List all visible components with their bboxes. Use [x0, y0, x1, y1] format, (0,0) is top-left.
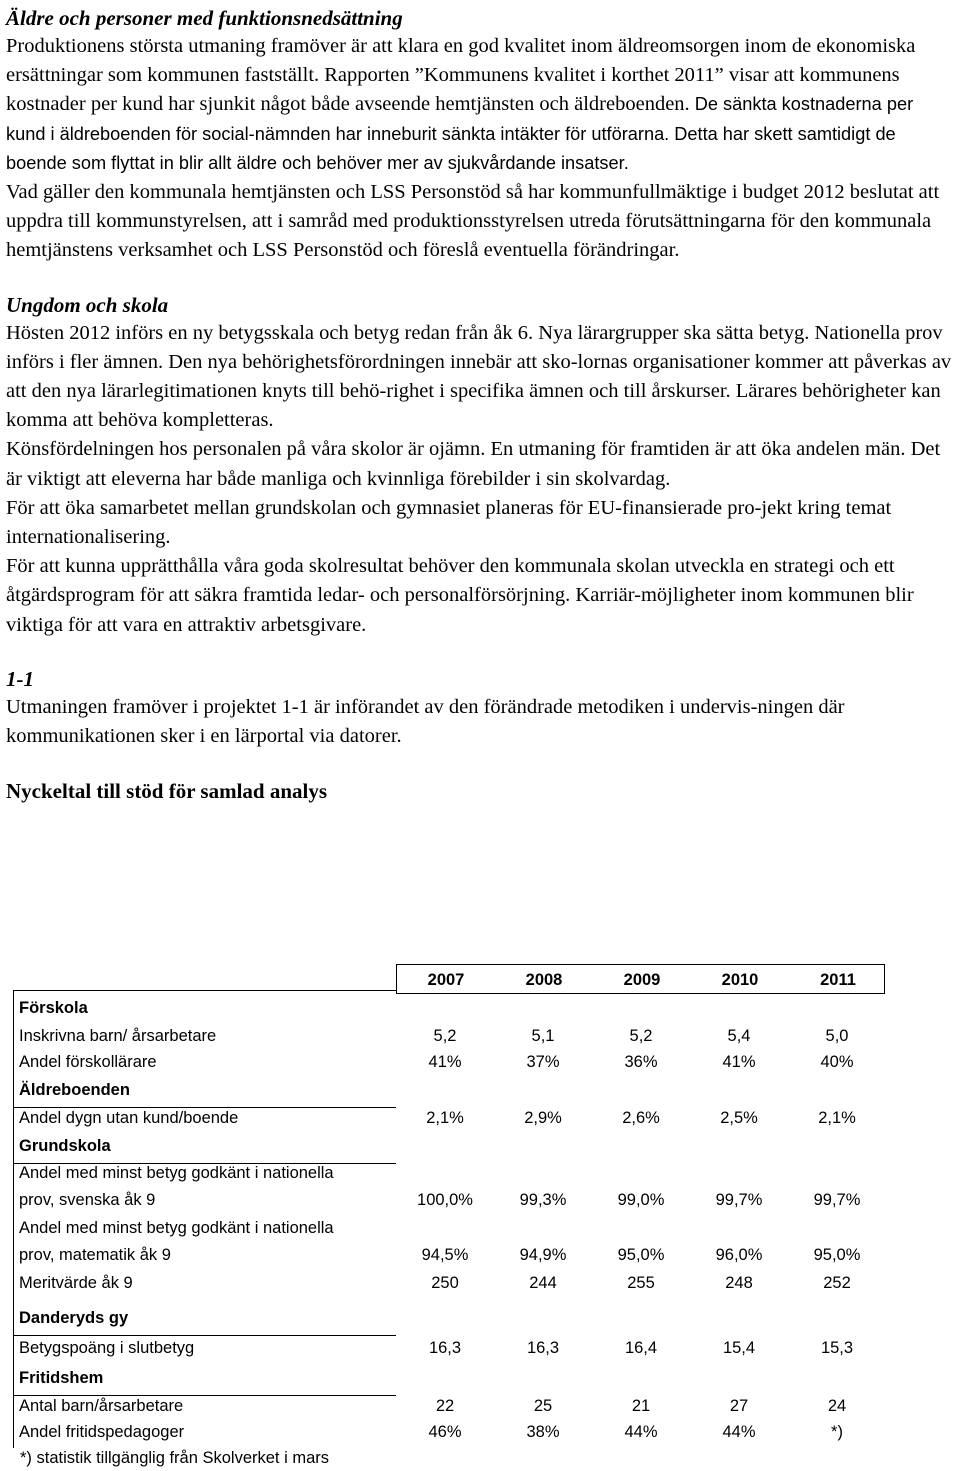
- table-cell: 2,5%: [720, 1109, 758, 1127]
- table-cell: 41%: [722, 1053, 756, 1071]
- table-cell: 248: [725, 1274, 753, 1292]
- section-heading-ungdom: Ungdom och skola: [6, 292, 169, 317]
- table-cell: 37%: [526, 1053, 560, 1071]
- table-cell: 5,2: [433, 1027, 457, 1045]
- table-cell: 99,7%: [715, 1191, 763, 1209]
- year-header: 2008: [525, 971, 563, 989]
- table-cell: 25: [533, 1397, 553, 1415]
- paragraph-aldre-2: Vad gäller den kommunala hemtjänsten och LSS Personstöd så har kommunfullmäktige i budget 2012 beslutat att uppdra till kommunstyrelsen, att i samråd med produktionsstyrelsen utreda förutsättningarna för den kommunala hemtjänstens verksamhet och LSS Personstöd och föreslå eventuella förändringar.: [6, 181, 945, 262]
- paragraph-aldre-1-sans: De sänkta kostnaderna per kund i äldreboenden för social-nämnden har inneburit sänkta intäkter för utförarna. Detta har skett samtidigt de boende som flyttat in blir allt äldre och behöver mer av sjukvårdande insatser.: [6, 94, 919, 173]
- table-cell: 16,4: [624, 1339, 658, 1357]
- table-cell: 15,4: [722, 1339, 756, 1357]
- paragraph-ungdom-1: Hösten 2012 införs en ny betygsskala och betyg redan från åk 6. Nya lärargrupper ska sätta betyg. Nationella prov införs i fler ämnen. Den nya behörighetsförordningen innebär att sko-lornas organisationer kommer att påverkas av att den nya lärarlegitimationen knyts till behö-righet i specifika ämnen och till årskurser. Lärares behörigheter kan komma att behöva kompletteras.: [6, 321, 957, 432]
- row-label: Andel med minst betyg godkänt i nationella: [19, 1219, 334, 1237]
- section-heading-aldre: Äldre och personer med funktionsnedsättning: [6, 6, 403, 30]
- table-cell: 16,3: [526, 1339, 560, 1357]
- table-cell: 100,0%: [417, 1191, 473, 1209]
- year-header-box: [396, 964, 885, 994]
- table-cell: 21: [631, 1397, 651, 1415]
- section-label: Fritidshem: [19, 1369, 104, 1387]
- table-cell: 36%: [624, 1053, 658, 1071]
- row-label-line2: prov, svenska åk 9: [19, 1191, 156, 1209]
- table-cell: *): [831, 1423, 843, 1441]
- section-divider: [13, 990, 396, 991]
- row-label: Andel fritidspedagoger: [19, 1423, 185, 1441]
- table-cell: 99,7%: [813, 1191, 861, 1209]
- section-divider: [13, 1395, 396, 1396]
- table-cell: 40%: [820, 1053, 854, 1071]
- section-heading-1-1: 1-1: [6, 666, 34, 691]
- table-cell: 94,9%: [519, 1246, 567, 1264]
- table-cell: 95,0%: [813, 1246, 861, 1264]
- table-cell: 2,1%: [818, 1109, 856, 1127]
- table-cell: 2,9%: [524, 1109, 562, 1127]
- table-cell: 255: [627, 1274, 655, 1292]
- table-cell: 38%: [526, 1423, 560, 1441]
- table-cell: 95,0%: [617, 1246, 665, 1264]
- row-label: Andel förskollärare: [19, 1053, 157, 1071]
- section-label: Äldreboenden: [19, 1081, 130, 1099]
- table-cell: 15,3: [820, 1339, 854, 1357]
- table-cell: 250: [431, 1274, 459, 1292]
- row-label: Meritvärde åk 9: [19, 1274, 133, 1292]
- row-label: Antal barn/årsarbetare: [19, 1397, 184, 1415]
- section-label: Danderyds gy: [19, 1309, 129, 1327]
- row-label: Andel dygn utan kund/boende: [19, 1109, 239, 1127]
- table-cell: 44%: [624, 1423, 658, 1441]
- table-cell: 99,3%: [519, 1191, 567, 1209]
- row-label: Betygspoäng i slutbetyg: [19, 1339, 195, 1357]
- section-label: Grundskola: [19, 1137, 111, 1155]
- table-cell: 94,5%: [421, 1246, 469, 1264]
- section-label: Förskola: [19, 999, 88, 1017]
- row-label-line2: prov, matematik åk 9: [19, 1246, 171, 1264]
- table-cell: 16,3: [428, 1339, 462, 1357]
- paragraph-1-1: Utmaningen framöver i projektet 1-1 är införandet av den förändrade metodiken i undervis-ningen där kommunikationen sker i en lärportal via datorer.: [6, 695, 850, 748]
- year-header: 2011: [820, 971, 856, 989]
- table-cell: 5,1: [531, 1027, 555, 1045]
- section-divider: [13, 1335, 396, 1336]
- table-cell: 44%: [722, 1423, 756, 1441]
- paragraph-ungdom-3: För att öka samarbetet mellan grundskolan och gymnasiet planeras för EU-finansierade pro-jekt kring temat internationalisering.: [6, 496, 897, 549]
- table-left-border: [13, 990, 14, 1448]
- document-page: [6, 4, 957, 805]
- year-header: 2007: [427, 971, 465, 989]
- table-cell: 27: [729, 1397, 749, 1415]
- table-cell: 2,1%: [426, 1109, 464, 1127]
- row-label: Andel med minst betyg godkänt i nationella: [19, 1164, 334, 1182]
- table-title: Nyckeltal till stöd för samlad analys: [6, 779, 328, 804]
- paragraph-ungdom-4: För att kunna upprätthålla våra goda skolresultat behöver den kommunala skolan utveckla en strategi och ett åtgärdsprogram för att säkra framtida ledar- och personalförsörjning. Karriär-möjligheter inom kommunen blir viktiga för att vara en attraktiv arbetsgivare.: [6, 555, 919, 636]
- year-header: 2009: [623, 971, 661, 989]
- row-label: Inskrivna barn/ årsarbetare: [19, 1027, 217, 1045]
- table-cell: 41%: [428, 1053, 462, 1071]
- table-cell: 24: [827, 1397, 847, 1415]
- paragraph-ungdom-2: Könsfördelningen hos personalen på våra skolor är ojämn. En utmaning för framtiden är att öka andelen män. Det är viktigt att eleverna har både manliga och kvinnliga förebilder i sin skolvardag.: [6, 438, 946, 490]
- table-cell: 99,0%: [617, 1191, 665, 1209]
- section-divider: [13, 1107, 396, 1108]
- table-cell: 5,0: [825, 1027, 849, 1045]
- paragraph-aldre-1: [6, 32, 954, 178]
- table-cell: 244: [529, 1274, 557, 1292]
- year-header: 2010: [721, 971, 759, 989]
- table-cell: 252: [823, 1274, 851, 1292]
- table-footnote: *) statistik tillgänglig från Skolverket i mars: [20, 1449, 330, 1467]
- table-cell: 5,2: [629, 1027, 653, 1045]
- table-cell: 2,6%: [622, 1109, 660, 1127]
- paragraph-aldre-1-text: Produktionens största utmaning framöver är att klara en god kvalitet inom äldreomsorgen inom de ekonomiska ersättningar som kommunen fastställt. Rapporten ”Kommunens kvalitet i korthet 2011” visar att kommunens kostnader per kund har sjunkit något både avseende hemtjänsten och äldreboenden.: [6, 35, 921, 116]
- table-cell: 96,0%: [715, 1246, 763, 1264]
- table-cell: 46%: [428, 1423, 462, 1441]
- table-cell: 22: [435, 1397, 455, 1415]
- table-cell: 5,4: [727, 1027, 751, 1045]
